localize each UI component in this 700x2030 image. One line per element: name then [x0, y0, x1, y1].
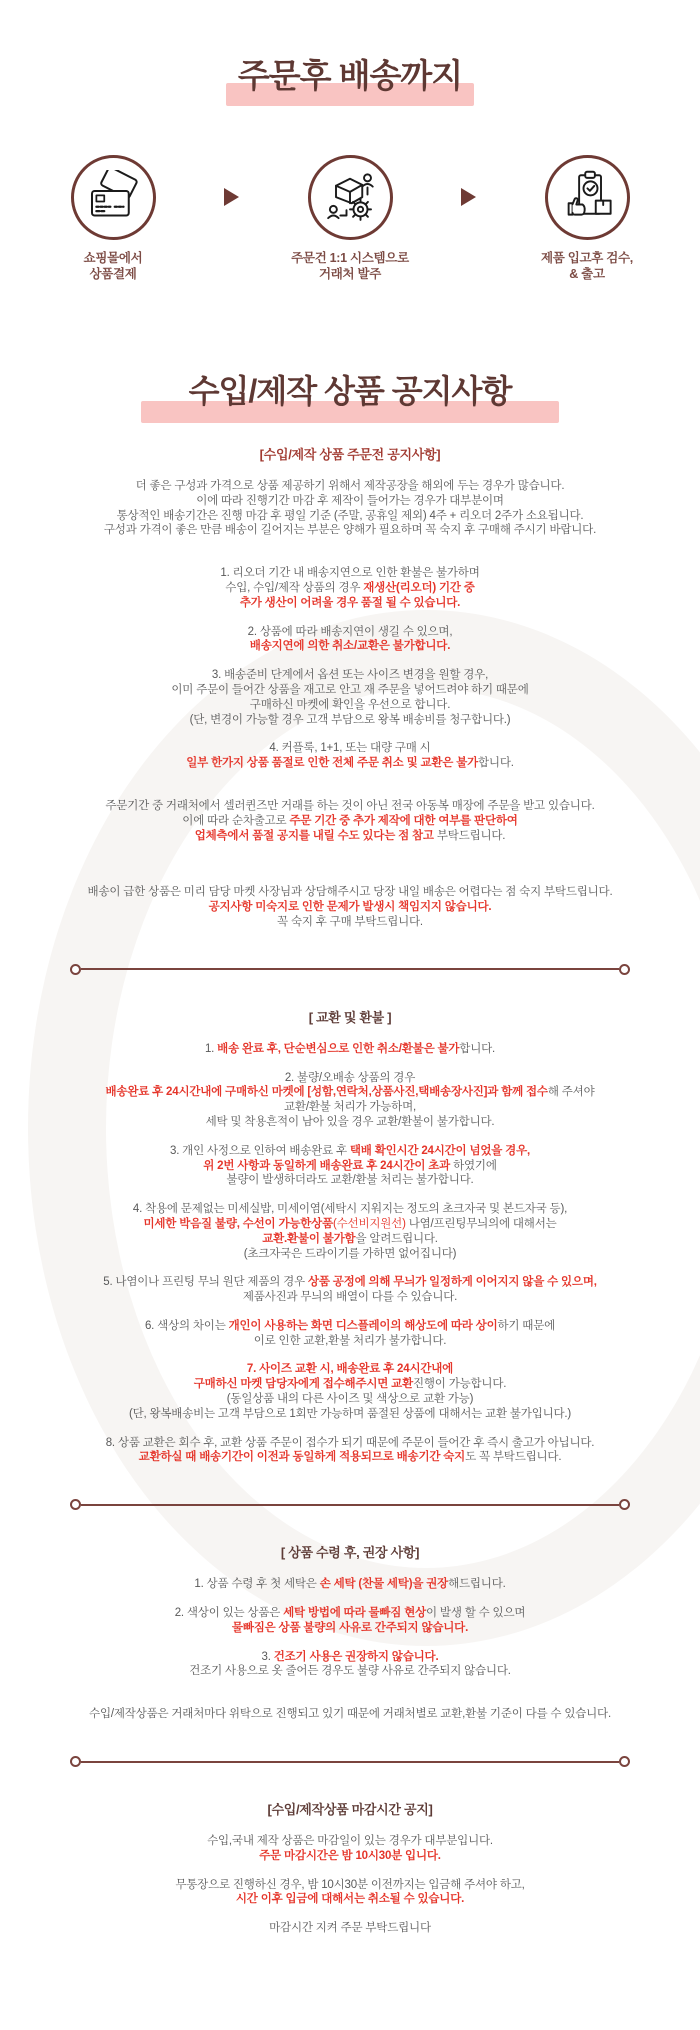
text-segment: 4. 착용에 문제없는 미세실밥, 미세이염(세탁시 지워지는 정도의 초크자국 및 본드자국 등),	[132, 1203, 568, 1216]
inspection-shipping-icon	[545, 155, 630, 240]
divider-dot	[70, 1756, 81, 1767]
text-line	[30, 625, 670, 640]
text-segment: 교환/환불 처리가 가능하며,	[284, 1101, 416, 1114]
step-label-line: 상품결제	[89, 266, 137, 281]
step-label-line: 거래처 발주	[318, 266, 382, 281]
text-line	[30, 1100, 670, 1115]
text-line	[30, 1377, 670, 1392]
text-line	[30, 698, 670, 713]
text-segment: 4. 커플룩, 1+1, 또는 대량 구매 시	[269, 742, 431, 755]
divider-dot	[619, 1756, 630, 1767]
section-heading: [수입/제작상품 마감시간 공지]	[267, 1802, 433, 1818]
text-line	[30, 1834, 670, 1849]
text-segment: 마감시간 지켜 주문 부탁드립니다	[269, 1922, 431, 1935]
text-segment: 합니다.	[478, 757, 514, 770]
divider-dot	[619, 964, 630, 975]
divider-dot	[619, 1499, 630, 1510]
text-segment: 이미 주문이 들어간 상품을 재고로 안고 재 주문을 넣어드려야 하기 때문에	[171, 683, 529, 696]
text-segment: 구성과 가격이 좋은 만큼 배송이 길어지는 부분은 양해가 필요하며 꼭 숙지 후 구매해 주시기 바랍니다.	[103, 524, 597, 537]
text-line	[30, 494, 670, 509]
text-line	[30, 1921, 670, 1936]
text-segment: 이에 따라 순차출고로	[182, 814, 290, 827]
text-block	[30, 1606, 670, 1636]
text-line	[30, 1650, 670, 1665]
text-segment: 꼭 숙지 후 구매 부탁드립니다.	[277, 915, 423, 928]
text-segment: 손 세탁 (찬물 세탁)을 권장	[319, 1578, 449, 1591]
text-segment: 나염/프린팅무늬의에 대해서는	[405, 1217, 557, 1230]
text-line	[30, 814, 670, 829]
text-line	[30, 523, 670, 538]
divider-line	[81, 968, 619, 970]
section-divider	[70, 964, 630, 975]
text-segment: 상품 공정에 의해 무늬가 일정하게 이어지지 않을 수 있으며,	[307, 1276, 597, 1289]
text-segment: 진행이 가능합니다.	[412, 1378, 507, 1391]
text-segment: 재생산(리오더) 기간 중	[363, 581, 475, 594]
text-line	[30, 1334, 670, 1349]
text-line	[30, 683, 670, 698]
text-block	[30, 1650, 670, 1680]
text-segment: 하기 때문에	[497, 1319, 556, 1332]
text-segment: 통상적인 배송기간은 진행 마감 후 평일 기준 (주말, 공휴일 제외) 4주 + 리오더 2주가 소요됩니다.	[116, 509, 584, 522]
text-segment: 물빠짐은 상품 불량의 사유로 간주되지 않습니다.	[231, 1621, 469, 1634]
text-segment: 부탁드립니다.	[433, 829, 506, 842]
text-segment: 건조기 사용으로 옷 줄어든 경우도 불량 사유로 간주되지 않습니다.	[189, 1665, 511, 1678]
text-segment: 수입, 수입/제작 상품의 경우	[225, 581, 364, 594]
text-block	[30, 885, 670, 929]
text-segment: 이로 인한 교환,환불 처리가 불가합니다.	[253, 1334, 447, 1347]
text-block	[30, 1921, 670, 1936]
text-segment: 세탁 방법에 따라 물빠짐 현상	[283, 1607, 427, 1620]
text-line	[30, 1664, 670, 1679]
text-segment: 해 주셔야	[547, 1086, 595, 1099]
step-label-line: 제품 입고후 검수,	[541, 251, 633, 265]
text-line	[30, 1115, 670, 1130]
text-line	[30, 1362, 670, 1377]
text-segment: 합니다.	[459, 1042, 496, 1055]
text-line	[30, 1085, 670, 1100]
text-line	[30, 1173, 670, 1188]
text-block	[30, 479, 670, 538]
section-order-notice	[0, 444, 700, 930]
process-step-label	[84, 251, 143, 282]
text-segment: (수선비지원선)	[333, 1217, 406, 1230]
text-segment: 시간 이후 입금에 대해서는 취소될 수 있습니다.	[235, 1893, 465, 1906]
text-segment: 도 꼭 부탁드립니다.	[465, 1451, 562, 1464]
text-segment: 업체측에서 품절 공지를 내릴 수도 있다는 점 참고	[194, 829, 434, 842]
text-line	[30, 509, 670, 524]
text-line	[30, 1849, 670, 1864]
section-divider	[70, 1499, 630, 1510]
divider-dot	[70, 1499, 81, 1510]
section-heading: [수입/제작 상품 주문전 공지사항]	[259, 447, 441, 462]
section-heading: [ 상품 수령 후, 권장 사항]	[280, 1545, 420, 1561]
text-segment: 개인이 사용하는 화면 디스플레이의 해상도에 따라 상이	[228, 1319, 498, 1332]
text-line	[30, 1042, 670, 1057]
text-segment: 이 발생 할 수 있으며	[426, 1607, 526, 1620]
text-block	[30, 566, 670, 610]
text-block	[30, 1834, 670, 1864]
text-segment: 하였기에	[450, 1159, 497, 1172]
divider-dot	[70, 964, 81, 975]
divider-line	[81, 1761, 619, 1763]
text-line	[30, 1247, 670, 1262]
order-system-icon	[308, 155, 393, 240]
text-line	[30, 1319, 670, 1334]
text-segment: 배송 완료 후, 단순변심으로 인한 취소/환불은 불가	[217, 1042, 460, 1055]
text-segment: 구매하신 마켓 담당자에게 접수해주시면 교환	[193, 1378, 413, 1391]
text-segment: 불량이 발생하더라도 교환/환불 처리는 불가합니다.	[226, 1174, 474, 1187]
text-line	[30, 1144, 670, 1159]
text-block	[30, 1878, 670, 1908]
text-block	[30, 1042, 670, 1057]
text-segment: 무통장으로 진행하신 경우, 밤 10시30분 이전까지는 입금해 주셔야 하고,	[175, 1878, 525, 1891]
text-line	[30, 1392, 670, 1407]
text-line	[30, 799, 670, 814]
text-segment: 수입,국내 제작 상품은 마감일이 있는 경우가 대부분입니다.	[207, 1835, 493, 1848]
text-line	[30, 1621, 670, 1636]
text-segment: 3. 개인 사정으로 인하여 배송완료 후	[170, 1144, 350, 1157]
text-segment: 미세한 박음질 불량, 수선이 가능한상품	[143, 1217, 333, 1230]
text-segment: 주문기간 중 거래처에서 셀러퀸즈만 거래를 하는 것이 아닌 전국 아동복 매장에 주문을 받고 있습니다.	[105, 799, 595, 812]
text-line	[30, 1159, 670, 1174]
text-segment: 1. 리오더 기간 내 배송지연으로 인한 환불은 불가하며	[220, 567, 480, 580]
text-segment: 을 알려드립니다.	[355, 1232, 438, 1245]
text-line	[30, 1071, 670, 1086]
text-segment: 일부 한가지 상품 품절로 인한 전체 주문 취소 및 교환은 불가	[186, 757, 479, 770]
section-deadline-notice	[0, 1799, 700, 1936]
text-segment: 택배 확인시간 24시간이 넘었을 경우,	[349, 1144, 530, 1157]
section-heading: [ 교환 및 환불 ]	[308, 1009, 392, 1025]
divider-line	[81, 1504, 619, 1506]
process-step-payment	[28, 155, 198, 282]
text-line	[30, 915, 670, 930]
text-block	[30, 1071, 670, 1130]
text-segment: 7. 사이즈 교환 시, 배송완료 후 24시간내에	[246, 1363, 454, 1376]
title-highlight: 주문후 배송까지	[230, 50, 470, 97]
text-line	[30, 1707, 670, 1722]
text-segment: 이에 따라 진행기간 마감 후 제작이 들어가는 경우가 대부분이며	[196, 494, 504, 507]
text-line	[30, 1606, 670, 1621]
text-segment: 1.	[204, 1042, 218, 1055]
text-segment: (동일상품 내의 다른 사이즈 및 색상으로 교환 가능)	[226, 1393, 474, 1406]
arrow-right-icon	[461, 188, 476, 206]
text-line	[30, 1232, 670, 1247]
step-label-line: 쇼핑몰에서	[83, 251, 143, 265]
text-block	[30, 1436, 670, 1466]
process-step-label	[291, 251, 409, 282]
text-line	[30, 1202, 670, 1217]
text-segment: (단, 변경이 가능할 경우 고객 부담으로 왕복 배송비를 청구합니다.)	[189, 713, 511, 726]
text-line	[30, 1407, 670, 1422]
text-line	[30, 596, 670, 611]
text-line	[30, 566, 670, 581]
arrow-right-icon	[224, 188, 239, 206]
text-segment: 배송지연에 의한 취소/교환은 불가합니다.	[249, 640, 451, 653]
page-title-product-notice	[0, 366, 700, 412]
text-line	[30, 829, 670, 844]
section-after-receipt	[0, 1542, 700, 1722]
text-line	[30, 1217, 670, 1232]
text-block	[30, 741, 670, 771]
text-segment: 5. 나염이나 프린팅 무늬 원단 제품의 경우	[103, 1276, 308, 1289]
process-step-label	[541, 251, 633, 282]
text-line	[30, 668, 670, 683]
text-block	[30, 1362, 670, 1421]
text-segment: 공지사항 미숙지로 인한 문제가 발생시 책임지지 않습니다.	[208, 901, 492, 914]
text-segment: 더 좋은 구성과 가격으로 상품 제공하기 위해서 제작공장을 해외에 두는 경우가 많습니다.	[135, 480, 565, 492]
title-highlight: 수입/제작 상품 공지사항	[181, 366, 520, 412]
text-line	[30, 900, 670, 915]
text-segment: 1. 상품 수령 후 첫 세탁은	[194, 1578, 320, 1591]
text-segment: 추가 생산이 어려울 경우 품절 될 수 있습니다.	[239, 596, 461, 609]
text-segment: 2. 색상이 있는 상품은	[174, 1607, 284, 1620]
text-block	[30, 1275, 670, 1305]
text-segment: (단, 왕복배송비는 고객 부담으로 1회만 가능하며 품절된 상품에 대해서는 교환 불가입니다.)	[128, 1407, 572, 1420]
text-line	[30, 1290, 670, 1305]
text-line	[30, 756, 670, 771]
text-line	[30, 713, 670, 728]
text-segment: 배송이 급한 상품은 미리 담당 마켓 사장님과 상담해주시고 당장 내일 배송은 어렵다는 점 숙지 부탁드립니다.	[87, 886, 613, 899]
text-segment: 제품사진과 무늬의 배열이 다를 수 있습니다.	[242, 1291, 458, 1304]
text-segment: 교환하실 때 배송기간이 이전과 동일하게 적용되므로 배송기간 숙지	[138, 1451, 466, 1464]
text-segment: 세탁 및 착용흔적이 남아 있을 경우 교환/환불이 불가합니다.	[205, 1115, 495, 1128]
text-segment: 해드립니다.	[448, 1578, 506, 1591]
page-title-order-to-delivery	[0, 0, 700, 97]
text-line	[30, 479, 670, 494]
notice-sections	[0, 444, 700, 1936]
text-block	[30, 1144, 670, 1188]
text-block	[30, 1577, 670, 1592]
text-block	[30, 1319, 670, 1349]
text-line	[30, 741, 670, 756]
text-block	[30, 625, 670, 655]
text-segment: 배송완료 후 24시간내에 구매하신 마켓에 [성함,연락처,상품사진,택배송장사진]과 함께 접수	[105, 1086, 548, 1099]
text-segment: 6. 색상의 차이는	[144, 1319, 229, 1332]
text-line	[30, 1275, 670, 1290]
text-block	[30, 668, 670, 727]
text-block	[30, 1707, 670, 1722]
text-line	[30, 1450, 670, 1465]
text-line	[30, 885, 670, 900]
text-line	[30, 1892, 670, 1907]
text-line	[30, 1577, 670, 1592]
text-segment: (초크자국은 드라이기를 가하면 없어집니다)	[243, 1247, 457, 1260]
text-segment: 3. 배송준비 단계에서 옵션 또는 사이즈 변경을 원할 경우,	[211, 669, 489, 682]
text-segment: 주문 마감시간은 밤 10시30분 입니다.	[259, 1849, 441, 1862]
section-exchange-refund	[0, 1007, 700, 1466]
text-segment: 수입/제작상품은 거래처마다 위탁으로 진행되고 있기 때문에 거래처별로 교환,환불 기준이 다를 수 있습니다.	[89, 1708, 611, 1721]
process-step-inspection	[502, 155, 672, 282]
text-segment: 주문 기간 중 추가 제작에 대한 여부를 판단하여	[289, 814, 518, 827]
text-segment: 위 2번 사항과 동일하게 배송완료 후 24시간이 초과	[203, 1159, 451, 1172]
text-segment: 구매하신 마켓에 확인을 우선으로 합니다.	[249, 698, 451, 711]
text-segment: 2. 상품에 따라 배송지연이 생길 수 있으며,	[247, 625, 453, 638]
text-segment: 교환.환불이 불가함	[262, 1232, 356, 1245]
text-segment: 2. 불량/오배송 상품의 경우	[284, 1071, 416, 1084]
process-step-order-system	[265, 155, 435, 282]
step-label-line: 주문건 1:1 시스템으로	[291, 251, 409, 265]
text-segment: 3.	[261, 1650, 274, 1663]
process-flow	[0, 155, 700, 282]
text-line	[30, 1878, 670, 1893]
text-line	[30, 639, 670, 654]
text-line	[30, 581, 670, 596]
text-block	[30, 1202, 670, 1261]
credit-cards-icon	[71, 155, 156, 240]
text-line	[30, 1436, 670, 1451]
step-label-line: & 출고	[569, 266, 605, 281]
text-block	[30, 799, 670, 843]
section-divider	[70, 1756, 630, 1767]
text-segment: 건조기 사용은 권장하지 않습니다.	[273, 1650, 439, 1663]
text-segment: 8. 상품 교환은 회수 후, 교환 상품 주문이 접수가 되기 때문에 주문이 들어간 후 즉시 출고가 아닙니다.	[105, 1436, 595, 1449]
